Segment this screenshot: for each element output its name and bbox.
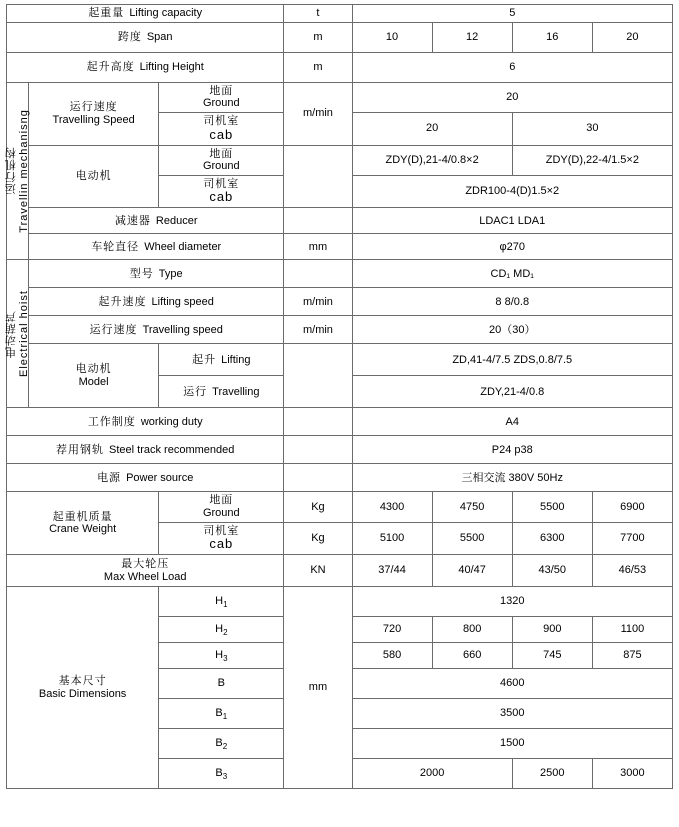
- unit-max-wheel-load: KN: [284, 555, 352, 587]
- dimension-name-b3: $B_3$: [159, 759, 284, 789]
- value-crane-weight-cab-4: 7700: [592, 522, 672, 555]
- value-span-3: 16: [512, 22, 592, 52]
- row-label-travelling-speed: 运行速度 Travelling Speed: [29, 82, 159, 145]
- value-span-2: 12: [432, 22, 512, 52]
- table-row: [7, 587, 673, 617]
- value-h1: 1320: [352, 587, 673, 617]
- value-crane-weight-ground-1: 4300: [352, 492, 432, 522]
- row-label-hoist-type: 型号 Type: [29, 260, 284, 288]
- dimension-name-b2: $B_2$: [159, 729, 284, 759]
- value-crane-weight-ground-2: 4750: [432, 492, 512, 522]
- table-row: [7, 288, 673, 316]
- sublabel-travelling-speed-ground: 地面 Ground: [159, 82, 284, 112]
- value-crane-weight-ground-4: 6900: [592, 492, 672, 522]
- dimension-name-b1: $B_1$: [159, 699, 284, 729]
- value-h3-4: 875: [592, 643, 672, 669]
- table-row: [7, 436, 673, 464]
- value-working-duty: A4: [352, 408, 673, 436]
- value-h2-2: 800: [432, 617, 512, 643]
- table-row: [7, 208, 673, 234]
- value-h3-3: 745: [512, 643, 592, 669]
- table-row: [7, 260, 673, 288]
- value-crane-weight-cab-2: 5500: [432, 522, 512, 555]
- row-label-basic-dimensions: 基本尺寸 Basic Dimensions: [7, 587, 159, 789]
- row-label-max-wheel-load: 最大轮压 Max Wheel Load: [7, 555, 284, 587]
- value-hoist-model-lifting: ZD,41-4/7.5 ZDS,0.8/7.5: [352, 344, 673, 376]
- value-reducer: LDAC1 LDA1: [352, 208, 673, 234]
- value-crane-weight-cab-1: 5100: [352, 522, 432, 555]
- value-b: 4600: [352, 669, 673, 699]
- value-b1: 3500: [352, 699, 673, 729]
- section-label-travelling-mechanism: 运行机构 Travellin mechanisng: [7, 82, 29, 260]
- unit-crane-weight-cab: Kg: [284, 522, 352, 555]
- unit-hoist-lifting-speed: m/min: [284, 288, 352, 316]
- table-row: [7, 316, 673, 344]
- row-label-hoist-lifting-speed: 起升速度 Lifting speed: [29, 288, 284, 316]
- sublabel-crane-weight-ground: 地面 Ground: [159, 492, 284, 522]
- table-row: [7, 5, 673, 23]
- table-row: [7, 22, 673, 52]
- row-label-steel-track: 荐用钢轨 Steel track recommended: [7, 436, 284, 464]
- table-row: [7, 344, 673, 376]
- value-travelling-speed-cab-2: 30: [512, 112, 672, 145]
- unit-span: m: [284, 22, 352, 52]
- unit-lifting-capacity: t: [284, 5, 352, 23]
- value-steel-track: P24 p38: [352, 436, 673, 464]
- value-span-4: 20: [592, 22, 672, 52]
- row-label-reducer: 减速器 Reducer: [29, 208, 284, 234]
- value-motor-ground-1: ZDY(D),21-4/0.8×2: [352, 145, 512, 175]
- value-h3-2: 660: [432, 643, 512, 669]
- table-row: [7, 492, 673, 522]
- value-max-wheel-load-2: 40/47: [432, 555, 512, 587]
- value-crane-weight-ground-3: 5500: [512, 492, 592, 522]
- value-b3-2: 2500: [512, 759, 592, 789]
- row-label-span: 跨度 Span: [7, 22, 284, 52]
- unit-hoist-travelling-speed: m/min: [284, 316, 352, 344]
- table-row: [7, 52, 673, 82]
- table-row: [7, 464, 673, 492]
- table-row: [7, 555, 673, 587]
- sublabel-motor-ground: 地面 Ground: [159, 145, 284, 175]
- row-label-lifting-height: 起升高度 Lifting Height: [7, 52, 284, 82]
- row-label-motor: 电动机: [29, 145, 159, 208]
- row-label-crane-weight: 起重机质量 Crane Weight: [7, 492, 159, 555]
- value-hoist-model-travelling: ZDY,21-4/0.8: [352, 376, 673, 408]
- dimension-name-h1: $H_1$: [159, 587, 284, 617]
- crane-specification-table: [6, 4, 673, 789]
- row-label-hoist-travelling-speed: 运行速度 Travelling speed: [29, 316, 284, 344]
- row-label-hoist-model: 电动机 Model: [29, 344, 159, 408]
- value-h2-4: 1100: [592, 617, 672, 643]
- dimension-name-h2: $H_2$: [159, 617, 284, 643]
- unit-hoist-type: [284, 260, 352, 288]
- value-hoist-lifting-speed: 8 8/0.8: [352, 288, 673, 316]
- table-row: [7, 145, 673, 175]
- table-row: [7, 82, 673, 112]
- value-lifting-capacity: 5: [352, 5, 673, 23]
- value-hoist-type: CD₁ MD₁: [352, 260, 673, 288]
- unit-power-source: [284, 464, 352, 492]
- row-label-lifting-capacity: 起重量 Lifting capacity: [7, 5, 284, 23]
- value-travelling-speed-cab-1: 20: [352, 112, 512, 145]
- table-row: [7, 408, 673, 436]
- sublabel-hoist-model-lifting: 起升 Lifting: [159, 344, 284, 376]
- unit-working-duty: [284, 408, 352, 436]
- value-h3-1: 580: [352, 643, 432, 669]
- unit-motor: [284, 145, 352, 208]
- unit-travelling-speed: m/min: [284, 82, 352, 145]
- value-max-wheel-load-1: 37/44: [352, 555, 432, 587]
- value-crane-weight-cab-3: 6300: [512, 522, 592, 555]
- value-power-source: 三相交流 380V 50Hz: [352, 464, 673, 492]
- value-motor-cab: ZDR100-4(D)1.5×2: [352, 175, 673, 208]
- value-motor-ground-2: ZDY(D),22-4/1.5×2: [512, 145, 672, 175]
- dimension-name-h3: $H_3$: [159, 643, 284, 669]
- value-h2-1: 720: [352, 617, 432, 643]
- unit-basic-dimensions: mm: [284, 587, 352, 789]
- value-wheel-diameter: φ270: [352, 234, 673, 260]
- value-b3-3: 3000: [592, 759, 672, 789]
- section-label-electrical-hoist: 电动葫芦 Electrical hoist: [7, 260, 29, 408]
- unit-reducer: [284, 208, 352, 234]
- unit-hoist-model: [284, 344, 352, 408]
- sublabel-hoist-model-travelling: 运行 Travelling: [159, 376, 284, 408]
- unit-lifting-height: m: [284, 52, 352, 82]
- sublabel-travelling-speed-cab: 司机室 cab: [159, 112, 284, 145]
- value-hoist-travelling-speed: 20（30）: [352, 316, 673, 344]
- unit-steel-track: [284, 436, 352, 464]
- unit-wheel-diameter: mm: [284, 234, 352, 260]
- row-label-working-duty: 工作制度 working duty: [7, 408, 284, 436]
- value-max-wheel-load-3: 43/50: [512, 555, 592, 587]
- value-span-1: 10: [352, 22, 432, 52]
- value-h2-3: 900: [512, 617, 592, 643]
- table-row: [7, 234, 673, 260]
- value-max-wheel-load-4: 46/53: [592, 555, 672, 587]
- sublabel-crane-weight-cab: 司机室 cab: [159, 522, 284, 555]
- sublabel-motor-cab: 司机室 cab: [159, 175, 284, 208]
- value-b2: 1500: [352, 729, 673, 759]
- dimension-name-b: B: [159, 669, 284, 699]
- row-label-wheel-diameter: 车轮直径 Wheel diameter: [29, 234, 284, 260]
- row-label-power-source: 电源 Power source: [7, 464, 284, 492]
- value-b3-1: 2000: [352, 759, 512, 789]
- value-lifting-height: 6: [352, 52, 673, 82]
- unit-crane-weight-ground: Kg: [284, 492, 352, 522]
- value-travelling-speed-ground: 20: [352, 82, 673, 112]
